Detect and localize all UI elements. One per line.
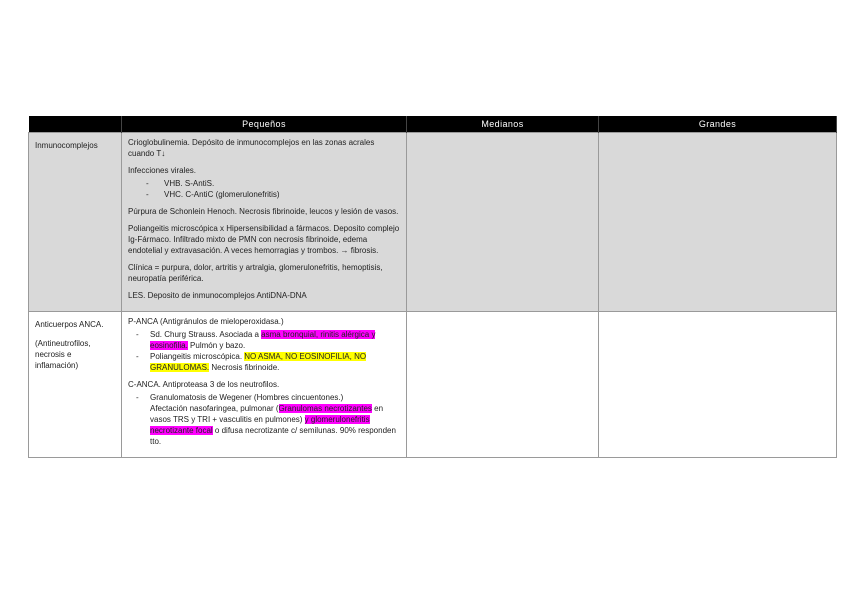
les-text: LES. Deposito de inmunocomplejos AntiDNA-DNA — [128, 291, 307, 300]
churg-highlight: asma bronquial, rinitis alérgica y eosinofilia. — [150, 330, 376, 350]
list-item — [128, 351, 400, 373]
churg-text-end: Pulmón y bazo. — [187, 341, 246, 350]
poliangeitis-text: Poliangeitis microscópica x Hipersensibilidad a fármacos. Deposito complejo Ig-Fármaco. Infiltrado mixto de PMN con necrosis fibrinoide, edema endotelial y extravasación. A veces hemorragias y trombos. → fibrosis. — [128, 224, 400, 255]
poliangeitis-text-end: Necrosis fibrinoide. — [209, 363, 280, 372]
row-label-cell — [29, 312, 122, 458]
wegener-highlight-glomerulo: y glomerulonefritis necrotizante focal — [150, 415, 370, 435]
grandes-cell — [599, 312, 837, 458]
panca-title: P-ANCA (Antigránulos de mieloperoxidasa.) — [128, 317, 284, 326]
grandes-cell — [599, 133, 837, 312]
vasculitis-table — [28, 116, 837, 458]
purpura-text: Púrpura de Schonlein Henoch. Necrosis fibrinoide, leucos y lesión de vasos. — [128, 207, 399, 216]
pequenos-cell — [122, 133, 407, 312]
table-row-anca — [29, 312, 837, 458]
header-row — [29, 116, 837, 133]
header-pequenos: Pequeños — [122, 116, 407, 133]
header-grandes: Grandes — [599, 116, 837, 133]
medianos-cell — [407, 133, 599, 312]
infecciones-title: Infecciones virales. — [128, 166, 197, 175]
list-item — [128, 329, 400, 351]
clinica-text: Clínica = purpura, dolor, artritis y artralgia, glomerulonefritis, hemoptisis, neuropatía periférica. — [128, 263, 383, 283]
list-item: - VHC. C-AntiC (glomerulonefritis) — [128, 189, 400, 200]
list-item: - VHB. S-AntiS. — [128, 178, 400, 189]
list-item — [128, 392, 400, 447]
canca-title: C-ANCA. Antiproteasa 3 de los neutrofilos. — [128, 380, 280, 389]
table-row-inmunocomplejos — [29, 133, 837, 312]
wegener-highlight-granulomas: Granulomas necrotizantes — [278, 404, 372, 413]
canca-list — [128, 392, 400, 447]
wegener-text: Afectación nasofaringea, pulmonar ( — [150, 404, 279, 413]
poliangeitis-text: Poliangeitis microscópica. — [150, 352, 245, 361]
medianos-cell — [407, 312, 599, 458]
row-label: Inmunocomplejos — [35, 141, 98, 150]
crioglobulinemia-text: Crioglobulinemia. Depósito de inmunocomplejos en las zonas acrales cuando T↓ — [128, 138, 375, 158]
row-sublabel: (Antineutrofilos, necrosis e inflamación) — [35, 339, 91, 370]
panca-list — [128, 329, 400, 373]
pequenos-cell — [122, 312, 407, 458]
churg-text: Sd. Churg Strauss. Asociada a — [150, 330, 262, 339]
wegener-title: Granulomatosis de Wegener (Hombres cincuentones.) — [150, 393, 344, 402]
row-label-cell — [29, 133, 122, 312]
wegener-text-mid: en vasos TRS y TRI + vasculitis en pulmones) — [150, 404, 384, 424]
header-medianos: Medianos — [407, 116, 599, 133]
wegener-text-end: o difusa necrotizante c/ semilunas. 90% responden tto. — [150, 426, 396, 446]
infecciones-list — [128, 178, 400, 200]
poliangeitis-highlight: NO ASMA, NO EOSINOFILIA, NO GRANULOMAS. — [150, 352, 367, 372]
header-empty — [29, 116, 122, 133]
row-label: Anticuerpos ANCA. — [35, 320, 104, 329]
